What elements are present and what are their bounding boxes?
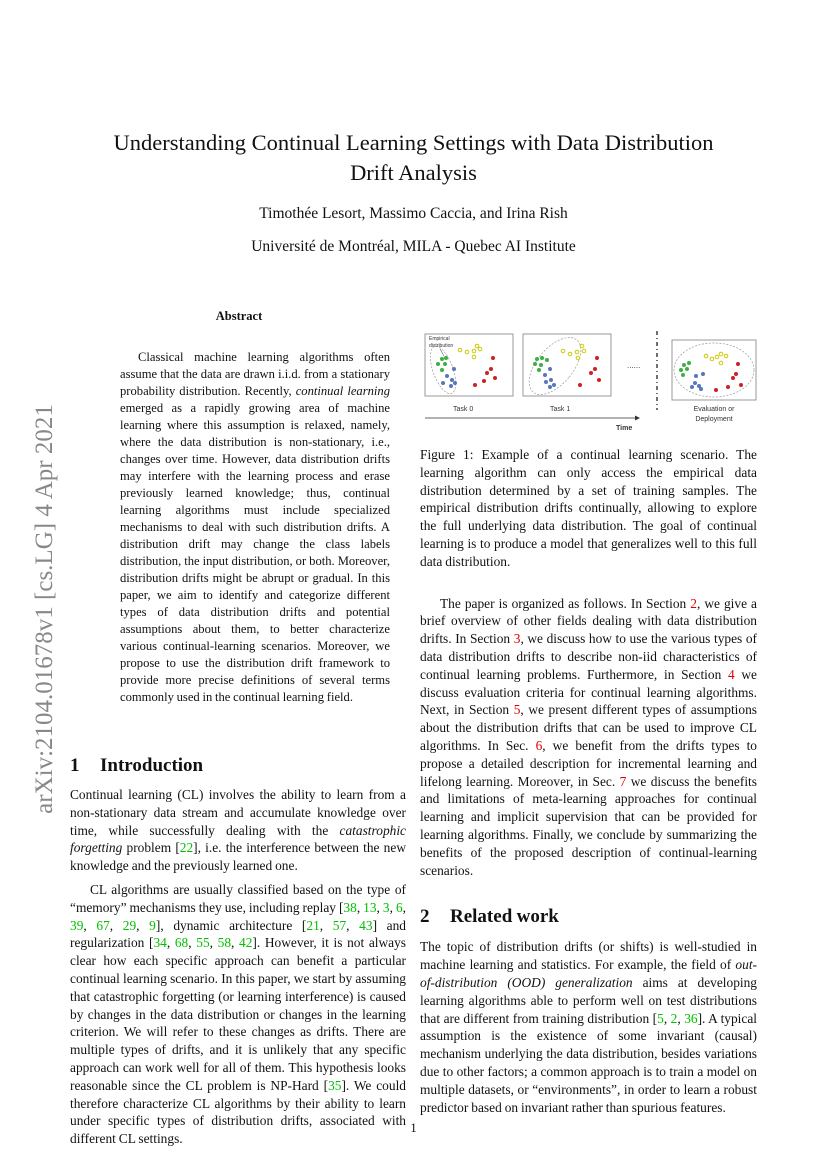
- text-run: The topic of distribution drifts (or shifts) is well-studied in machine learning and statistics. For example, the field of: [420, 939, 757, 973]
- abstract-heading: Abstract: [215, 309, 263, 323]
- text-run: ,: [209, 935, 218, 951]
- citation-link[interactable]: 35: [328, 1077, 342, 1093]
- text-run: ]. We could therefore characterize CL algorithms by their ability to learn under specific types of distribution drifts, associated with different CL settings.: [70, 1077, 406, 1147]
- title-line: Understanding Continual Learning Settings with Data Distribution: [113, 130, 714, 155]
- text-run: ], dynamic architecture [: [155, 917, 307, 933]
- citation-link[interactable]: 39: [70, 917, 84, 933]
- affiliation: Université de Montréal, MILA - Quebec AI Institute: [251, 238, 576, 255]
- abstract-text: [120, 349, 390, 706]
- citation-link[interactable]: 5: [657, 1010, 664, 1026]
- citation-link[interactable]: 58: [217, 935, 232, 951]
- text-run: , we discuss how to use the various types of data distribution drifts to describe non-iid characteristics of continual learning problems. Furthermore, in Section: [420, 631, 757, 682]
- text-run: ,: [389, 899, 396, 915]
- evaluation-panel: [672, 340, 756, 400]
- text-run: ,: [376, 899, 383, 915]
- citation-link[interactable]: 36: [684, 1010, 698, 1026]
- section-title: Related work: [450, 906, 559, 928]
- title-line: Drift Analysis: [350, 160, 477, 185]
- text-run: The paper is organized as follows. In Section: [440, 595, 691, 611]
- task0-panel: [425, 334, 513, 397]
- section-heading: [420, 905, 757, 929]
- text-run: emerged as a rapidly growing area of machine learning where this assumption is relaxed, namely, where the data distribution is non-stationary, i.e., changes over time. However, data distribution drifts may interfere with the learning process and erase previously learned knowledge; thus, continual learning algorithms must include specialized mechanisms to deal with such distribution drifts. A distribution drift may change the class labels distribution, the input distribution, or both. Moreover, distribution drifts might be abrupt or gradual. In this paper, we aim to identify and categorize different types of data distribution drifts and potential assumptions about them, to better characterize various continual-learning scenarios. Moreover, we propose to use the distribution drift framework to provide more precise definitions of several terms commonly used in the continual learning field.: [120, 401, 390, 704]
- page-number: 1: [410, 1120, 417, 1135]
- paragraph: [70, 786, 406, 875]
- citation-link[interactable]: 42: [239, 935, 253, 951]
- text-run: ]. A typical assumption is the existence of some invariant (causal) mechanism underlying the data distribution, besides variations due to other factors; a common approach is to train a model on multiple datasets, or “environments”, in order to learn a robust predictor based on invariant rather than spurious features.: [420, 1010, 758, 1115]
- citation-link[interactable]: 6: [395, 899, 403, 915]
- section-reference-link[interactable]: 2: [690, 595, 697, 611]
- emphasized-text: out-of-distribution (OOD) generalization: [420, 957, 757, 990]
- task1-panel: [519, 328, 611, 403]
- citation-link[interactable]: 43: [359, 917, 373, 933]
- figure-caption: Figure 1: Example of a continual learning scenario. The learning algorithm can only access the empirical data distribution determined by a set of training samples. The empirical distribution drifts continually, allowing to explore the full underlying data distribution. The goal of continual learning is to produce a model that generalizes well to this full data distribution.: [420, 447, 757, 569]
- text-run: Continual learning (CL) involves the ability to learn from a non-stationary data stream and accumulate knowledge over time, while successfully dealing with the: [70, 787, 406, 838]
- evaluation-label: Deployment: [695, 416, 733, 423]
- section-introduction: [70, 754, 406, 1148]
- text-run: ,: [83, 917, 97, 933]
- paper-title: [60, 128, 767, 188]
- text-run: Classical machine learning algorithms often assume that the data are drawn i.i.d. from a stationary probability distribution. Recently,: [120, 350, 390, 398]
- citation-link[interactable]: 38: [343, 899, 357, 915]
- authors: Timothée Lesort, Massimo Caccia, and Irina Rish: [259, 205, 568, 222]
- emphasized-text: continual learning: [295, 384, 390, 398]
- citation-link[interactable]: 2: [670, 1010, 678, 1026]
- citation-link[interactable]: 13: [363, 899, 377, 915]
- citation-link[interactable]: 21: [306, 917, 320, 933]
- emphasized-text: catastrophic forgetting: [70, 822, 406, 856]
- text-run: , we give a brief overview of other fields dealing with data distribution drifts. In Section: [420, 595, 757, 647]
- citation-link[interactable]: 34: [153, 935, 167, 951]
- text-run: ,: [109, 917, 123, 933]
- text-run: ,: [663, 1010, 671, 1026]
- figure-1-diagram: [420, 328, 760, 434]
- citation-link[interactable]: 55: [196, 935, 210, 951]
- text-run: ,: [166, 935, 175, 951]
- task1-label: Task 1: [550, 406, 571, 413]
- text-run: we discuss the benefits and limitations of meta-learning approaches for continual learning and implicit supervision that can be provided for learning algorithms. Finally, we conclude by summarizing the benefits of the proposed description of continual-learning scenarios.: [420, 773, 757, 878]
- section-number: 1: [70, 755, 80, 776]
- text-run: ,: [402, 899, 406, 915]
- ellipsis: ......: [627, 361, 641, 370]
- text-run: CL algorithms are usually classified based on the type of “memory” mechanisms they use, including replay [: [70, 881, 406, 915]
- empirical-label: distribution: [429, 343, 454, 349]
- text-run: ,: [231, 935, 240, 951]
- text-run: ], i.e. the interference between the new knowledge and the previously learned one.: [70, 840, 406, 874]
- section-heading: [70, 754, 406, 778]
- task0-label: Task 0: [453, 406, 474, 413]
- section-number: 2: [420, 906, 430, 928]
- section-title: Introduction: [100, 755, 204, 776]
- citation-link[interactable]: 9: [149, 917, 156, 933]
- text-run: ,: [188, 935, 197, 951]
- right-column: [420, 328, 757, 1116]
- text-run: ,: [136, 917, 150, 933]
- text-run: ,: [346, 917, 360, 933]
- text-run: ,: [319, 917, 333, 933]
- citation-link[interactable]: 57: [332, 917, 347, 933]
- paragraph: [420, 595, 757, 880]
- section-reference-link[interactable]: 6: [535, 737, 543, 753]
- text-run: ,: [356, 899, 364, 915]
- time-label: Time: [616, 425, 633, 432]
- section-related-work: [420, 905, 757, 1116]
- evaluation-label: Evaluation or: [693, 406, 735, 413]
- section-reference-link[interactable]: 5: [513, 702, 521, 718]
- section-reference-link[interactable]: 3: [513, 631, 521, 647]
- text-run: ] and regularization [: [70, 917, 407, 951]
- section-reference-link[interactable]: 4: [727, 666, 735, 682]
- text-run: aims at developing learning algorithms able to perform well on test distributions that are different from training distribution [: [420, 974, 758, 1026]
- text-run: problem [: [122, 840, 180, 856]
- text-run: , we present different types of assumptions about the distribution drifts that can be used to improve CL algorithms. In Sec.: [420, 702, 757, 753]
- paragraph: [420, 938, 757, 1116]
- citation-link[interactable]: 67: [96, 917, 110, 933]
- text-run: , we benefit from the drifts types to propose a detailed description for incremental learning and lifelong learning. Moreover, in Sec.: [420, 737, 758, 789]
- citation-link[interactable]: 22: [179, 840, 194, 856]
- section-reference-link[interactable]: 7: [619, 773, 627, 789]
- citation-link[interactable]: 68: [174, 935, 189, 951]
- empirical-label: Empirical: [429, 336, 450, 342]
- text-run: ]. However, it is not always clear how each specific approach can benefit a particular continual learning scenario. In this paper, we start by assuming that catastrophic forgetting (or learning interference) is caused by changes in the data distribution or changes in the learning criterion. We will refer to these changes as drifts. There are multiple types of drifts, and it is unlikely that any specific approach can work well for all of them. This hypothesis looks reasonable since the CL problem is NP-Hard [: [70, 935, 407, 1093]
- text-run: ,: [677, 1010, 685, 1026]
- text-run: we discuss evaluation criteria for continual learning algorithms. Next, in Section: [420, 666, 758, 718]
- citation-link[interactable]: 29: [122, 917, 137, 933]
- left-column: [70, 308, 406, 1148]
- citation-link[interactable]: 3: [382, 899, 390, 915]
- arxiv-stamp: arXiv:2104.01678v1 [cs.LG] 4 Apr 2021: [31, 404, 58, 814]
- paragraph: [70, 881, 406, 1148]
